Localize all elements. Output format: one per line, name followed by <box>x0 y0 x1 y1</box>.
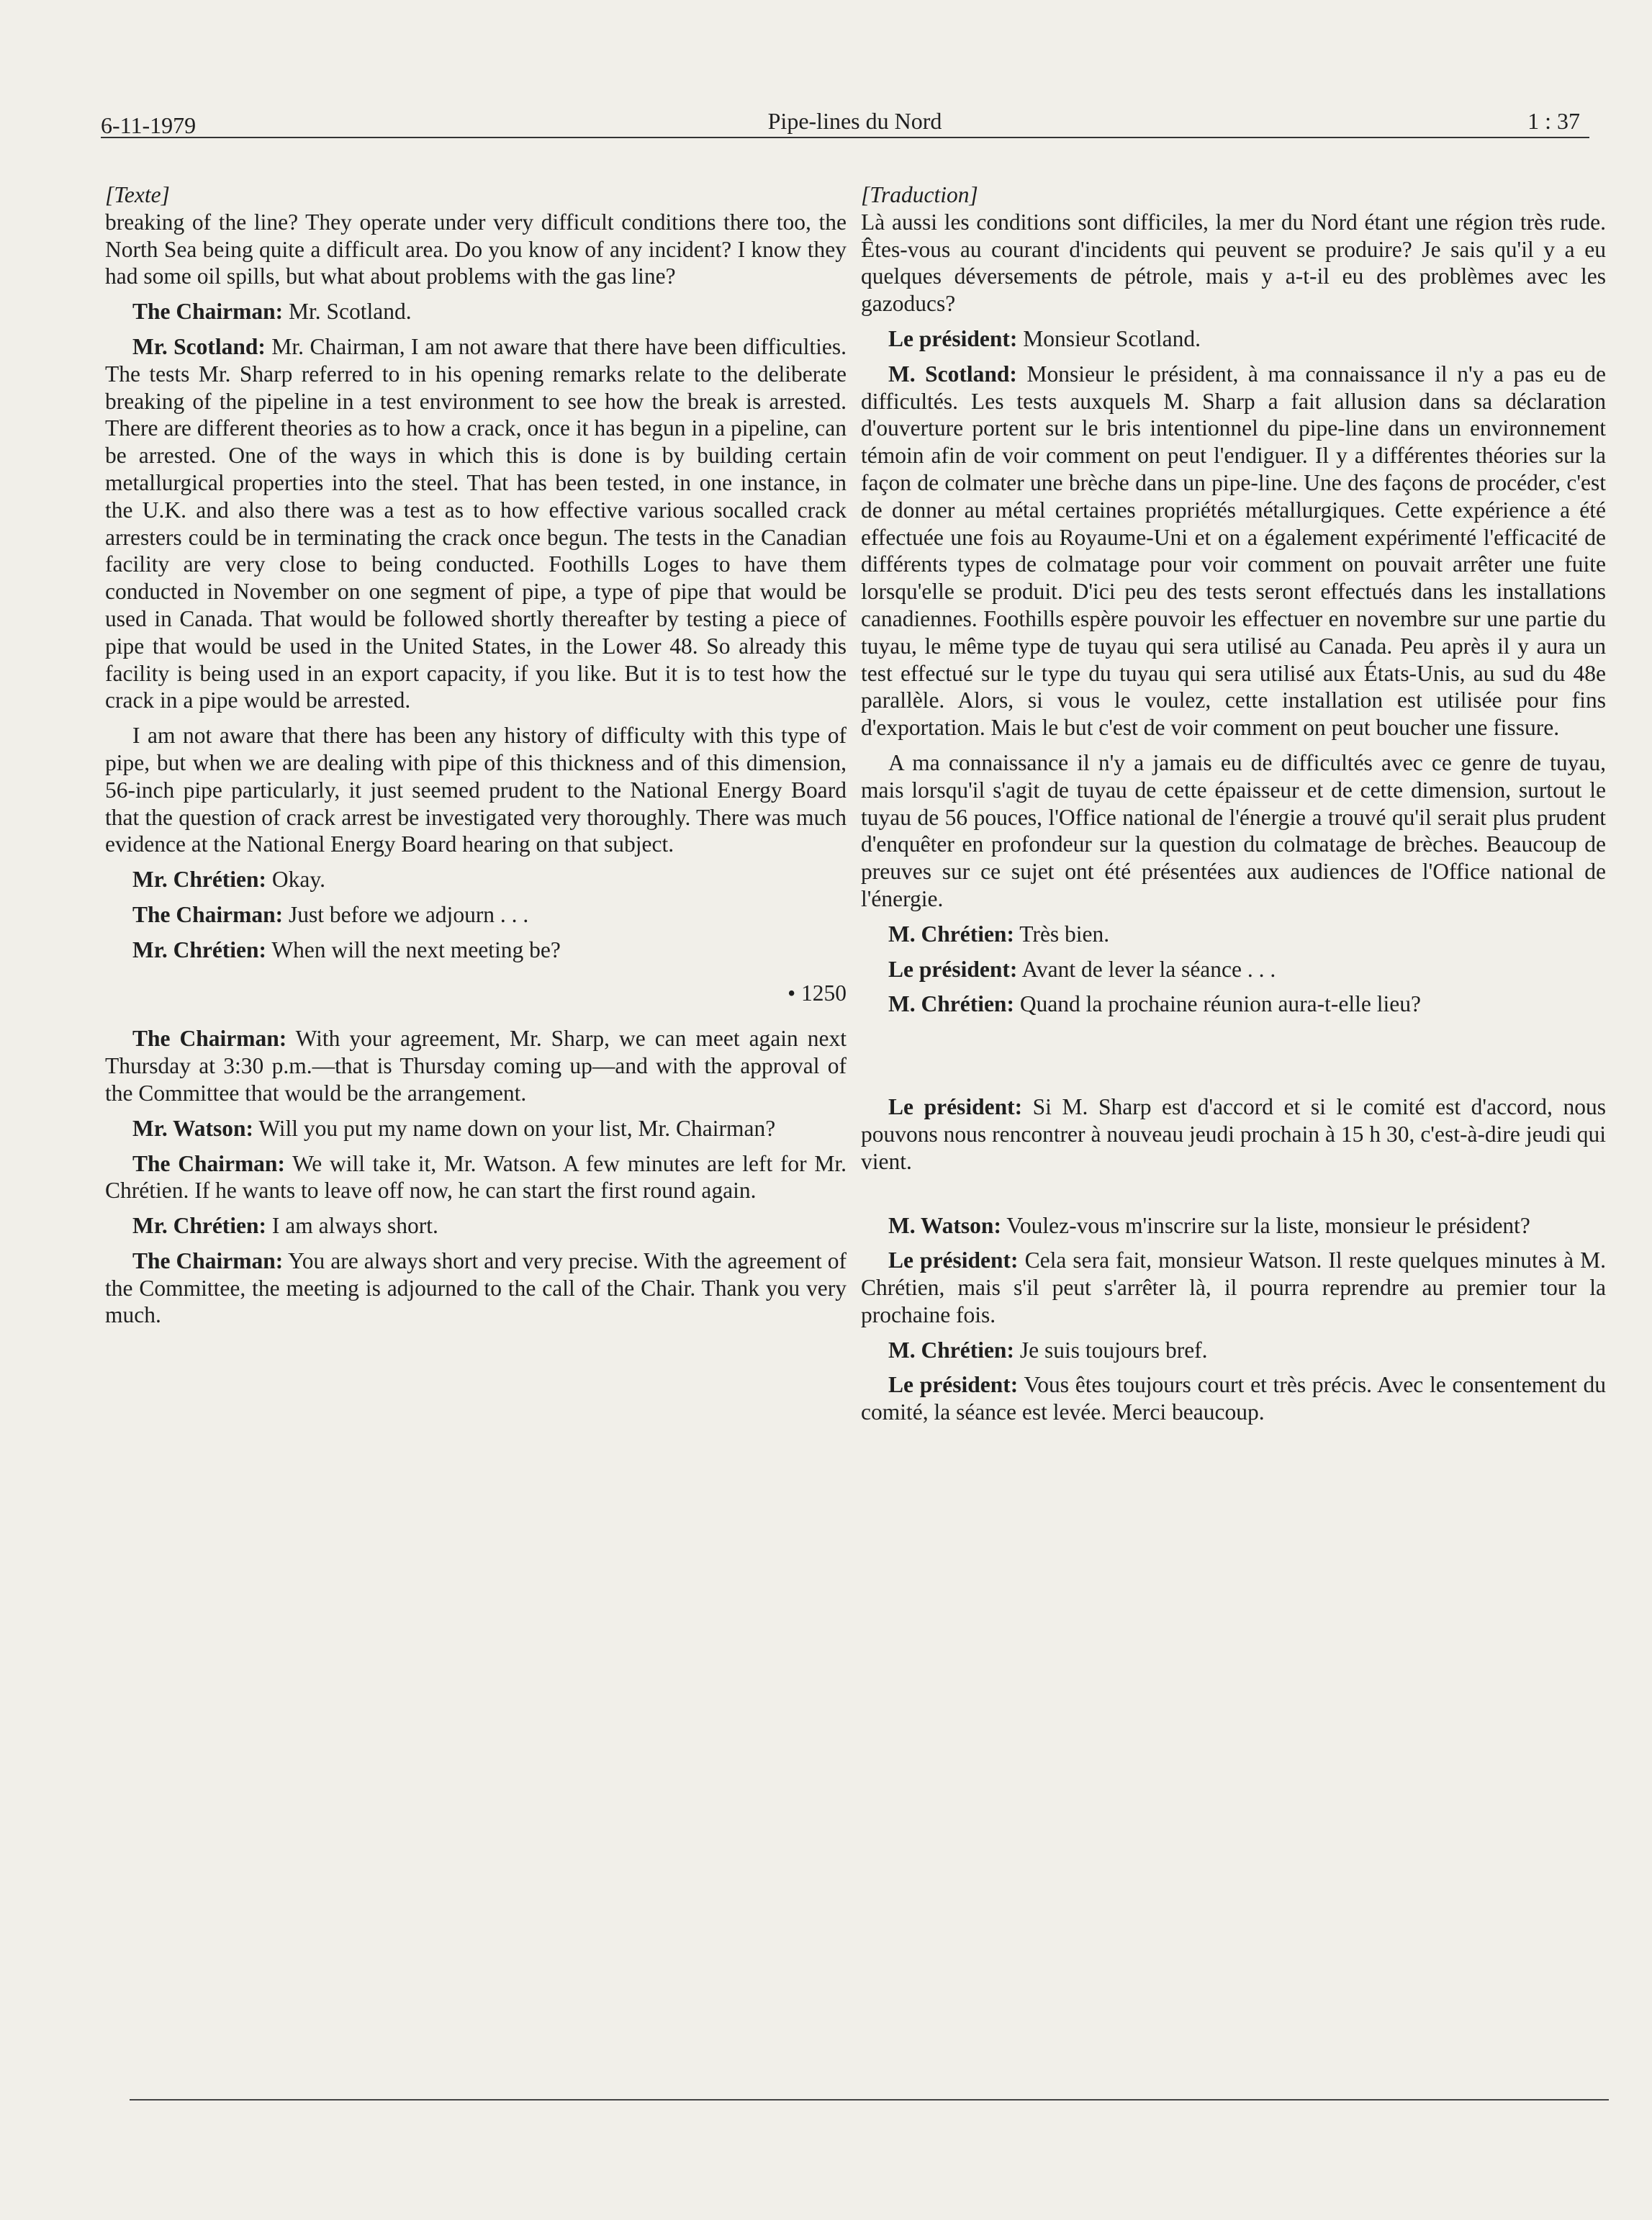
speech-text: Will you put my name down on your list, Mr. Chairman? <box>253 1115 776 1141</box>
paragraph <box>861 991 1606 1018</box>
speaker-name: M. Scotland: <box>888 361 1017 387</box>
speaker-name: The Chairman: <box>132 1247 284 1273</box>
speaker-name: Le président: <box>888 325 1018 351</box>
paragraph <box>861 1247 1606 1328</box>
paragraph: I am not aware that there has been any history of difficulty with this type of pipe, but when we are dealing with pipe of this thickness and of this dimension, 56-inch pipe particularly, it just seemed prudent to the National Energy Board that the question of crack arrest be investigated very thoroughly. There was much evidence at the National Energy Board hearing on that subject. <box>105 723 847 857</box>
paragraph <box>861 1093 1606 1175</box>
speech-text: With your agreement, Mr. Sharp, we can meet again next Thursday at 3:30 p.m.—that is Thursday coming up—and with the approval of the Committee that would be the arrangement. <box>105 1026 847 1106</box>
paragraph <box>105 866 847 893</box>
paragraph <box>861 1371 1606 1426</box>
paragraph <box>105 901 847 929</box>
speaker-name: Le président: <box>888 956 1018 982</box>
paragraph <box>105 1025 847 1106</box>
header-rule <box>101 137 1589 138</box>
speech-text: When will the next meeting be? <box>266 937 561 962</box>
speaker-name: M. Chrétien: <box>888 1337 1014 1363</box>
paragraph <box>861 325 1606 353</box>
speech-text: Mr. Chairman, I am not aware that there have been difficulties. The tests Mr. Sharp referred to in his opening remarks relate to the deliberate breaking of the pipeline in a test environment to see how the break is arrested. There are different theories as to how a crack, once it has begun in a pipeline, can be arrested. One of the ways in which this is done is by building certain metallurgical properties into the steel. That has been tested, in one instance, in the U.K. and also there was a test as to how effective various socalled crack arresters could be in terminating the crack once begun. The tests in the Canadian facility are very close to being conducted. Foothills Loges to have them conducted in November on one segment of pipe, a type of pipe that would be used in Canada. That would be followed shortly thereafter by testing a piece of pipe that would be used in the United States, in the Lower 48. So already this facility is being used in an export capacity, if you like. But it is to test how the crack in a pipe would be arrested. <box>105 333 847 713</box>
speech-text: Avant de lever la séance . . . <box>1017 956 1276 982</box>
french-column <box>861 181 1606 1434</box>
speech-text: You are always short and very precise. With the agreement of the Committee, the meeting is adjourned to the call of the Chair. Thank you very much. <box>105 1247 847 1328</box>
speech-text: Si M. Sharp est d'accord et si le comité est d'accord, nous pouvons nous rencontrer à nouveau jeudi prochain à 15 h 30, c'est-à-dire jeudi qui vient. <box>861 1094 1607 1174</box>
header-title: Pipe-lines du Nord <box>767 108 942 134</box>
speaker-name: Le président: <box>888 1094 1023 1120</box>
speaker-name: M. Chrétien: <box>888 991 1014 1017</box>
speech-text: Très bien. <box>1014 921 1110 947</box>
speaker-name: Mr. Scotland: <box>132 333 266 359</box>
paragraph: A ma connaissance il n'y a jamais eu de difficultés avec ce genre de tuyau, mais lorsqu'il s'agit de tuyau de cette épaisseur et de cette dimension, surtout le tuyau de 56 pouces, l'Office national de l'énergie a trouvé qu'il serait plus prudent d'enquêter en profondeur sur la question du colmatage de brèches. Beaucoup de preuves sur ce sujet ont été présentées aux audiences de l'Office national de l'énergie. <box>861 749 1606 911</box>
paragraph <box>105 1150 847 1205</box>
speaker-name: Mr. Chrétien: <box>132 937 267 962</box>
column-gap <box>861 1183 1606 1212</box>
paragraph <box>861 361 1606 741</box>
speaker-name: Mr. Chrétien: <box>132 1213 267 1239</box>
speech-text: Monsieur Scotland. <box>1017 325 1201 351</box>
speech-text: Voulez-vous m'inscrire sur la liste, monsieur le président? <box>1001 1212 1530 1238</box>
speaker-name: M. Chrétien: <box>888 921 1014 947</box>
paragraph <box>105 1115 847 1142</box>
speech-text: Cela sera fait, monsieur Watson. Il reste quelques minutes à M. Chrétien, mais s'il peut s'arrêter là, il pourra reprendre au premier tour la prochaine fois. <box>861 1247 1607 1327</box>
speaker-name: Le président: <box>888 1372 1019 1398</box>
speaker-name: Mr. Chrétien: <box>132 867 267 893</box>
speech-text: Mr. Scotland. <box>283 299 412 325</box>
paragraph <box>861 1212 1606 1240</box>
paragraph <box>861 956 1606 983</box>
speech-text: Je suis toujours bref. <box>1014 1337 1208 1363</box>
paragraph <box>105 298 847 325</box>
speech-text: Quand la prochaine réunion aura-t-elle lieu? <box>1014 991 1421 1017</box>
paragraph <box>105 1247 847 1329</box>
speaker-name: Le président: <box>888 1247 1019 1273</box>
paragraph <box>861 1337 1606 1364</box>
speaker-name: The Chairman: <box>132 901 284 927</box>
english-column <box>105 181 847 1337</box>
paragraph <box>861 921 1606 948</box>
speech-text: I am always short. <box>266 1213 438 1239</box>
speaker-name: M. Watson: <box>888 1212 1001 1238</box>
language-label: [Traduction] <box>861 182 978 207</box>
header-page-number: 1 : 37 <box>1527 108 1580 134</box>
header-date: 6-11-1979 <box>101 112 197 138</box>
speech-text: Okay. <box>266 867 325 893</box>
speech-text: We will take it, Mr. Watson. A few minutes are left for Mr. Chrétien. If he wants to leave off now, he can start the first round again. <box>105 1150 847 1204</box>
language-label: [Texte] <box>105 182 170 207</box>
speaker-name: The Chairman: <box>132 1026 287 1052</box>
speaker-name: The Chairman: <box>132 1150 285 1176</box>
paragraph <box>105 333 847 714</box>
speech-text: Monsieur le président, à ma connaissance il n'y a pas eu de difficultés. Les tests auxquels M. Sharp a fait allusion dans sa déclaration d'ouverture portent sur le bris intentionnel du pipe-line dans un environnement témoin afin de voir comment on peut l'endiguer. Il y a différentes théories sur la façon de colmater une brèche dans un pipe-line. Une des façons de procéder, c'est de donner au métal certaines propriétés métallurgiques. Cette expérience a été effectuée une fois au Royaume-Uni et on a également expérimenté l'efficacité de différents types de colmatage pour voir comment on pouvait arrêter une fuite lorsqu'elle se produit. D'ici peu des tests seront effectués dans les installations canadiennes. Foothills espère pouvoir les effectuer en novembre sur une partie du tuyau, le même type de tuyau qui sera utilisé au Canada. Peu après il y aura un test effectué sur le type du tuyau qui sera utilisé aux États-Unis, au sud du 48e parallèle. Alors, si vous le voulez, cette installation est utilisée pour fins d'exportation. Mais le but c'est de voir comment on peut boucher une fissure. <box>861 361 1606 741</box>
speaker-name: Mr. Watson: <box>132 1115 254 1141</box>
page-header <box>101 107 1609 141</box>
paragraph <box>105 937 847 964</box>
speech-text: Vous êtes toujours court et très précis. Avec le consentement du comité, la séance est levée. Merci beaucoup. <box>861 1372 1606 1425</box>
paragraph: breaking of the line? They operate under very difficult conditions there too, the North Sea being quite a difficult area. Do you know of any incident? I know they had some oil spills, but what about problems with the gas line? <box>105 209 847 289</box>
paragraph <box>105 1212 847 1240</box>
time-marker: • 1250 <box>787 980 847 1006</box>
paragraph: Là aussi les conditions sont difficiles, la mer du Nord étant une région très rude. Êtes-vous au courant d'incidents qui peuvent se produire? Je sais qu'il y a eu quelques déversements de pétrole, mais y a-t-il eu des problèmes avec les gazoducs? <box>861 209 1606 317</box>
column-gap <box>861 1026 1606 1093</box>
speaker-name: The Chairman: <box>132 299 284 325</box>
speech-text: Just before we adjourn . . . <box>283 901 529 927</box>
footer-rule <box>130 2099 1609 2101</box>
